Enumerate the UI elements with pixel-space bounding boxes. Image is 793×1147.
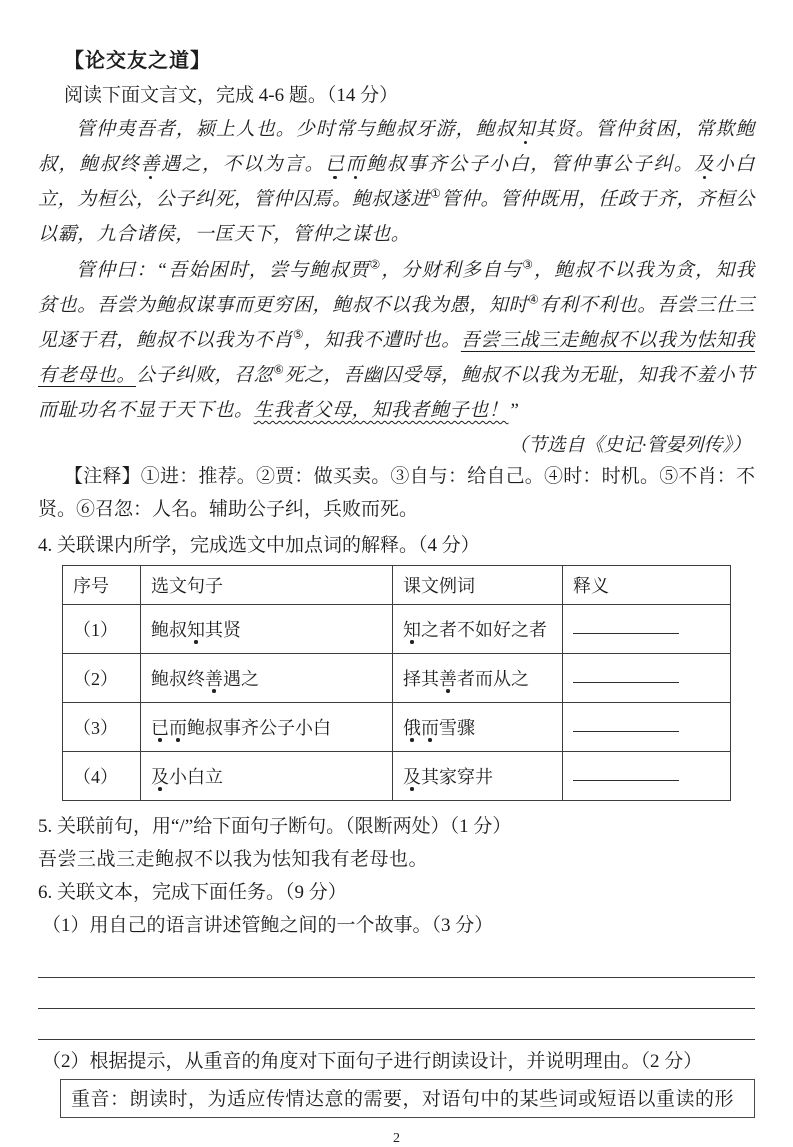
table-row — [63, 751, 731, 800]
question-6-sub1: （1）用自己的语言讲述管鲍之间的一个故事。（3 分） — [42, 914, 494, 936]
answer-blank — [573, 717, 679, 732]
row-sentence: 及小白立 — [141, 751, 393, 800]
question-6-prompt: 6. 关联文本，完成下面任务。（9 分） — [38, 881, 347, 903]
row-sentence: 已而鲍叔事齐公子小白 — [141, 702, 393, 751]
row-number: （3） — [63, 702, 141, 751]
column-header-sentence: 选文句子 — [141, 565, 393, 604]
row-definition — [563, 653, 731, 702]
table-row — [63, 702, 731, 751]
answer-line — [38, 978, 755, 1009]
row-number: （2） — [63, 653, 141, 702]
stress-hint-box: 重音：朗读时，为适应传情达意的需要，对语句中的某些词或短语以重读的形 — [60, 1079, 755, 1118]
row-definition — [563, 604, 731, 653]
column-header-definition: 释义 — [563, 565, 731, 604]
passage-paragraph-2: 管仲曰：“吾始困时，尝与鲍叔贾②，分财利多自与③，鲍叔不以我为贪，知我贫也。吾尝为鲍叔谋事而更穷困，鲍叔不以我为愚，知时④有利不利也。吾尝三仕三见逐于君，鲍叔不以我为不肖⑤，知我不遭时也。吾尝三战三走鲍叔不以我为怯知我有老母也。公子纠败，召忽⑥死之，吾幽囚受辱，鲍叔不以我为无耻，知我不羞小节而耻功名不显于天下也。生我者父母，知我者鲍子也！” — [38, 258, 755, 422]
column-header-example: 课文例词 — [393, 565, 563, 604]
question-5-prompt: 5. 关联前句，用“/”给下面句子断句。（限断两处）（1 分） — [38, 815, 512, 837]
reading-instruction: 阅读下面文言文，完成 4-6 题。（14 分） — [64, 85, 399, 106]
answer-lines — [38, 947, 755, 1040]
table-row — [63, 653, 731, 702]
page-number: 2 — [393, 1130, 400, 1146]
answer-blank — [573, 668, 679, 683]
passage-notes: 【注释】①进：推荐。②贾：做买卖。③自与：给自己。④时：时机。⑤不肖：不贤。⑥召忽：人名。辅助公子纠，兵败而死。 — [38, 466, 755, 520]
answer-line — [38, 1009, 755, 1040]
row-number: （4） — [63, 751, 141, 800]
answer-blank — [573, 619, 679, 634]
question-5-sentence: 吾尝三战三走鲍叔不以我为怯知我有老母也。 — [38, 848, 429, 870]
passage-paragraph-1: 管仲夷吾者，颍上人也。少时常与鲍叔牙游，鲍叔知其贤。管仲贫困，常欺鲍叔，鲍叔终善遇之，不以为言。已而鲍叔事齐公子小白，管仲事公子纠。及小白立，为桓公，公子纠死，管仲囚焉。鲍叔遂进①管仲。管仲既用，任政于齐，齐桓公以霸，九合诸侯，一匡天下，管仲之谋也。 — [38, 119, 755, 246]
passage-source: （节选自《史记·管晏列传》） — [508, 435, 751, 457]
answer-line — [38, 947, 755, 978]
column-header-number: 序号 — [63, 565, 141, 604]
row-example: 择其善者而从之 — [393, 653, 563, 702]
question-6-sub2: （2）根据提示，从重音的角度对下面句子进行朗读设计，并说明理由。（2 分） — [42, 1050, 703, 1072]
row-example: 俄而雪骤 — [393, 702, 563, 751]
row-definition — [563, 702, 731, 751]
table-header-row — [63, 565, 731, 604]
table-row — [63, 604, 731, 653]
question-4-table — [62, 565, 731, 801]
row-sentence: 鲍叔知其贤 — [141, 604, 393, 653]
row-definition — [563, 751, 731, 800]
row-example: 及其家穿井 — [393, 751, 563, 800]
row-number: （1） — [63, 604, 141, 653]
row-sentence: 鲍叔终善遇之 — [141, 653, 393, 702]
row-example: 知之者不如好之者 — [393, 604, 563, 653]
section-title: 【论交友之道】 — [64, 50, 211, 72]
question-4-prompt: 4. 关联课内所学，完成选文中加点词的解释。（4 分） — [38, 534, 480, 556]
answer-blank — [573, 766, 679, 781]
